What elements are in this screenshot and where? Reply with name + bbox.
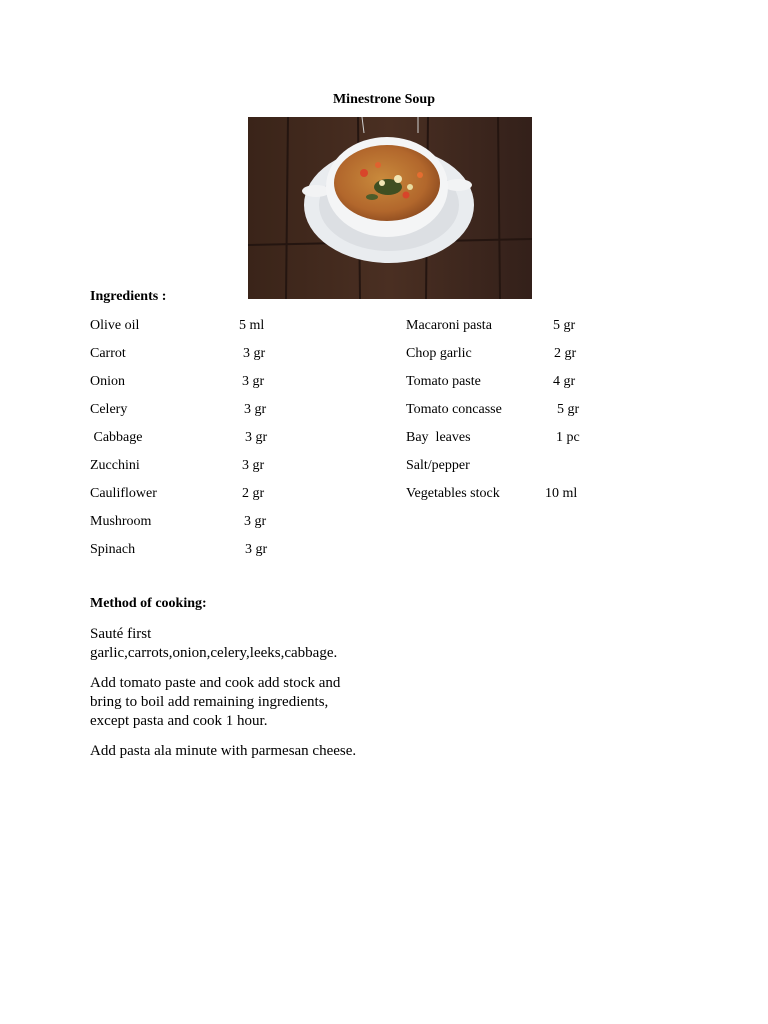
ingredient-quantity: 3 gr: [244, 514, 267, 529]
ingredient-name: Macaroni pasta: [406, 318, 492, 333]
ingredients-heading: Ingredients :: [90, 289, 167, 304]
method-step: Sauté first garlic,carrots,onion,celery,leeks,cabbage.: [90, 626, 338, 661]
recipe-title: Minestrone Soup: [332, 92, 436, 107]
ingredient-name: Chop garlic: [406, 346, 472, 361]
method-step: Add tomato paste and cook add stock and bring to boil add remaining ingredients, except pasta and cook 1 hour.: [90, 675, 341, 729]
ingredient-name: Cabbage: [90, 430, 143, 445]
method-heading: Method of cooking:: [90, 596, 207, 611]
ingredient-name: Tomato paste: [406, 374, 481, 389]
ingredient-quantity: 3 gr: [242, 458, 265, 473]
ingredient-name: Cauliflower: [90, 486, 157, 501]
ingredient-name: Carrot: [90, 346, 126, 361]
ingredient-quantity: 3 gr: [244, 402, 267, 417]
ingredient-name: Zucchini: [90, 458, 140, 473]
ingredient-quantity: 5 gr: [557, 402, 580, 417]
ingredient-quantity: 2 gr: [554, 346, 577, 361]
ingredient-quantity: 10 ml: [545, 486, 578, 501]
ingredient-name: Spinach: [90, 542, 136, 557]
method-steps: [90, 625, 370, 772]
ingredient-name: Olive oil: [90, 318, 140, 333]
ingredient-quantity: 3 gr: [242, 374, 265, 389]
ingredient-name: Vegetables stock: [406, 486, 500, 501]
ingredient-name: Mushroom: [90, 514, 152, 529]
ingredient-name: Bay leaves: [406, 430, 471, 445]
ingredient-name: Salt/pepper: [406, 458, 470, 473]
ingredient-quantity: 2 gr: [242, 486, 265, 501]
ingredient-quantity: 5 ml: [239, 318, 265, 333]
ingredient-quantity: 5 gr: [553, 318, 576, 333]
ingredient-quantity: 3 gr: [245, 542, 268, 557]
ingredient-quantity: 1 pc: [556, 430, 580, 445]
method-step: Add pasta ala minute with parmesan cheese.: [90, 743, 357, 759]
soup-photo: [248, 117, 532, 299]
ingredient-quantity: 4 gr: [553, 374, 576, 389]
ingredient-name: Celery: [90, 402, 128, 417]
ingredient-quantity: 3 gr: [243, 346, 266, 361]
ingredient-quantity: 3 gr: [245, 430, 268, 445]
ingredient-name: Tomato concasse: [406, 402, 502, 417]
ingredient-name: Onion: [90, 374, 125, 389]
